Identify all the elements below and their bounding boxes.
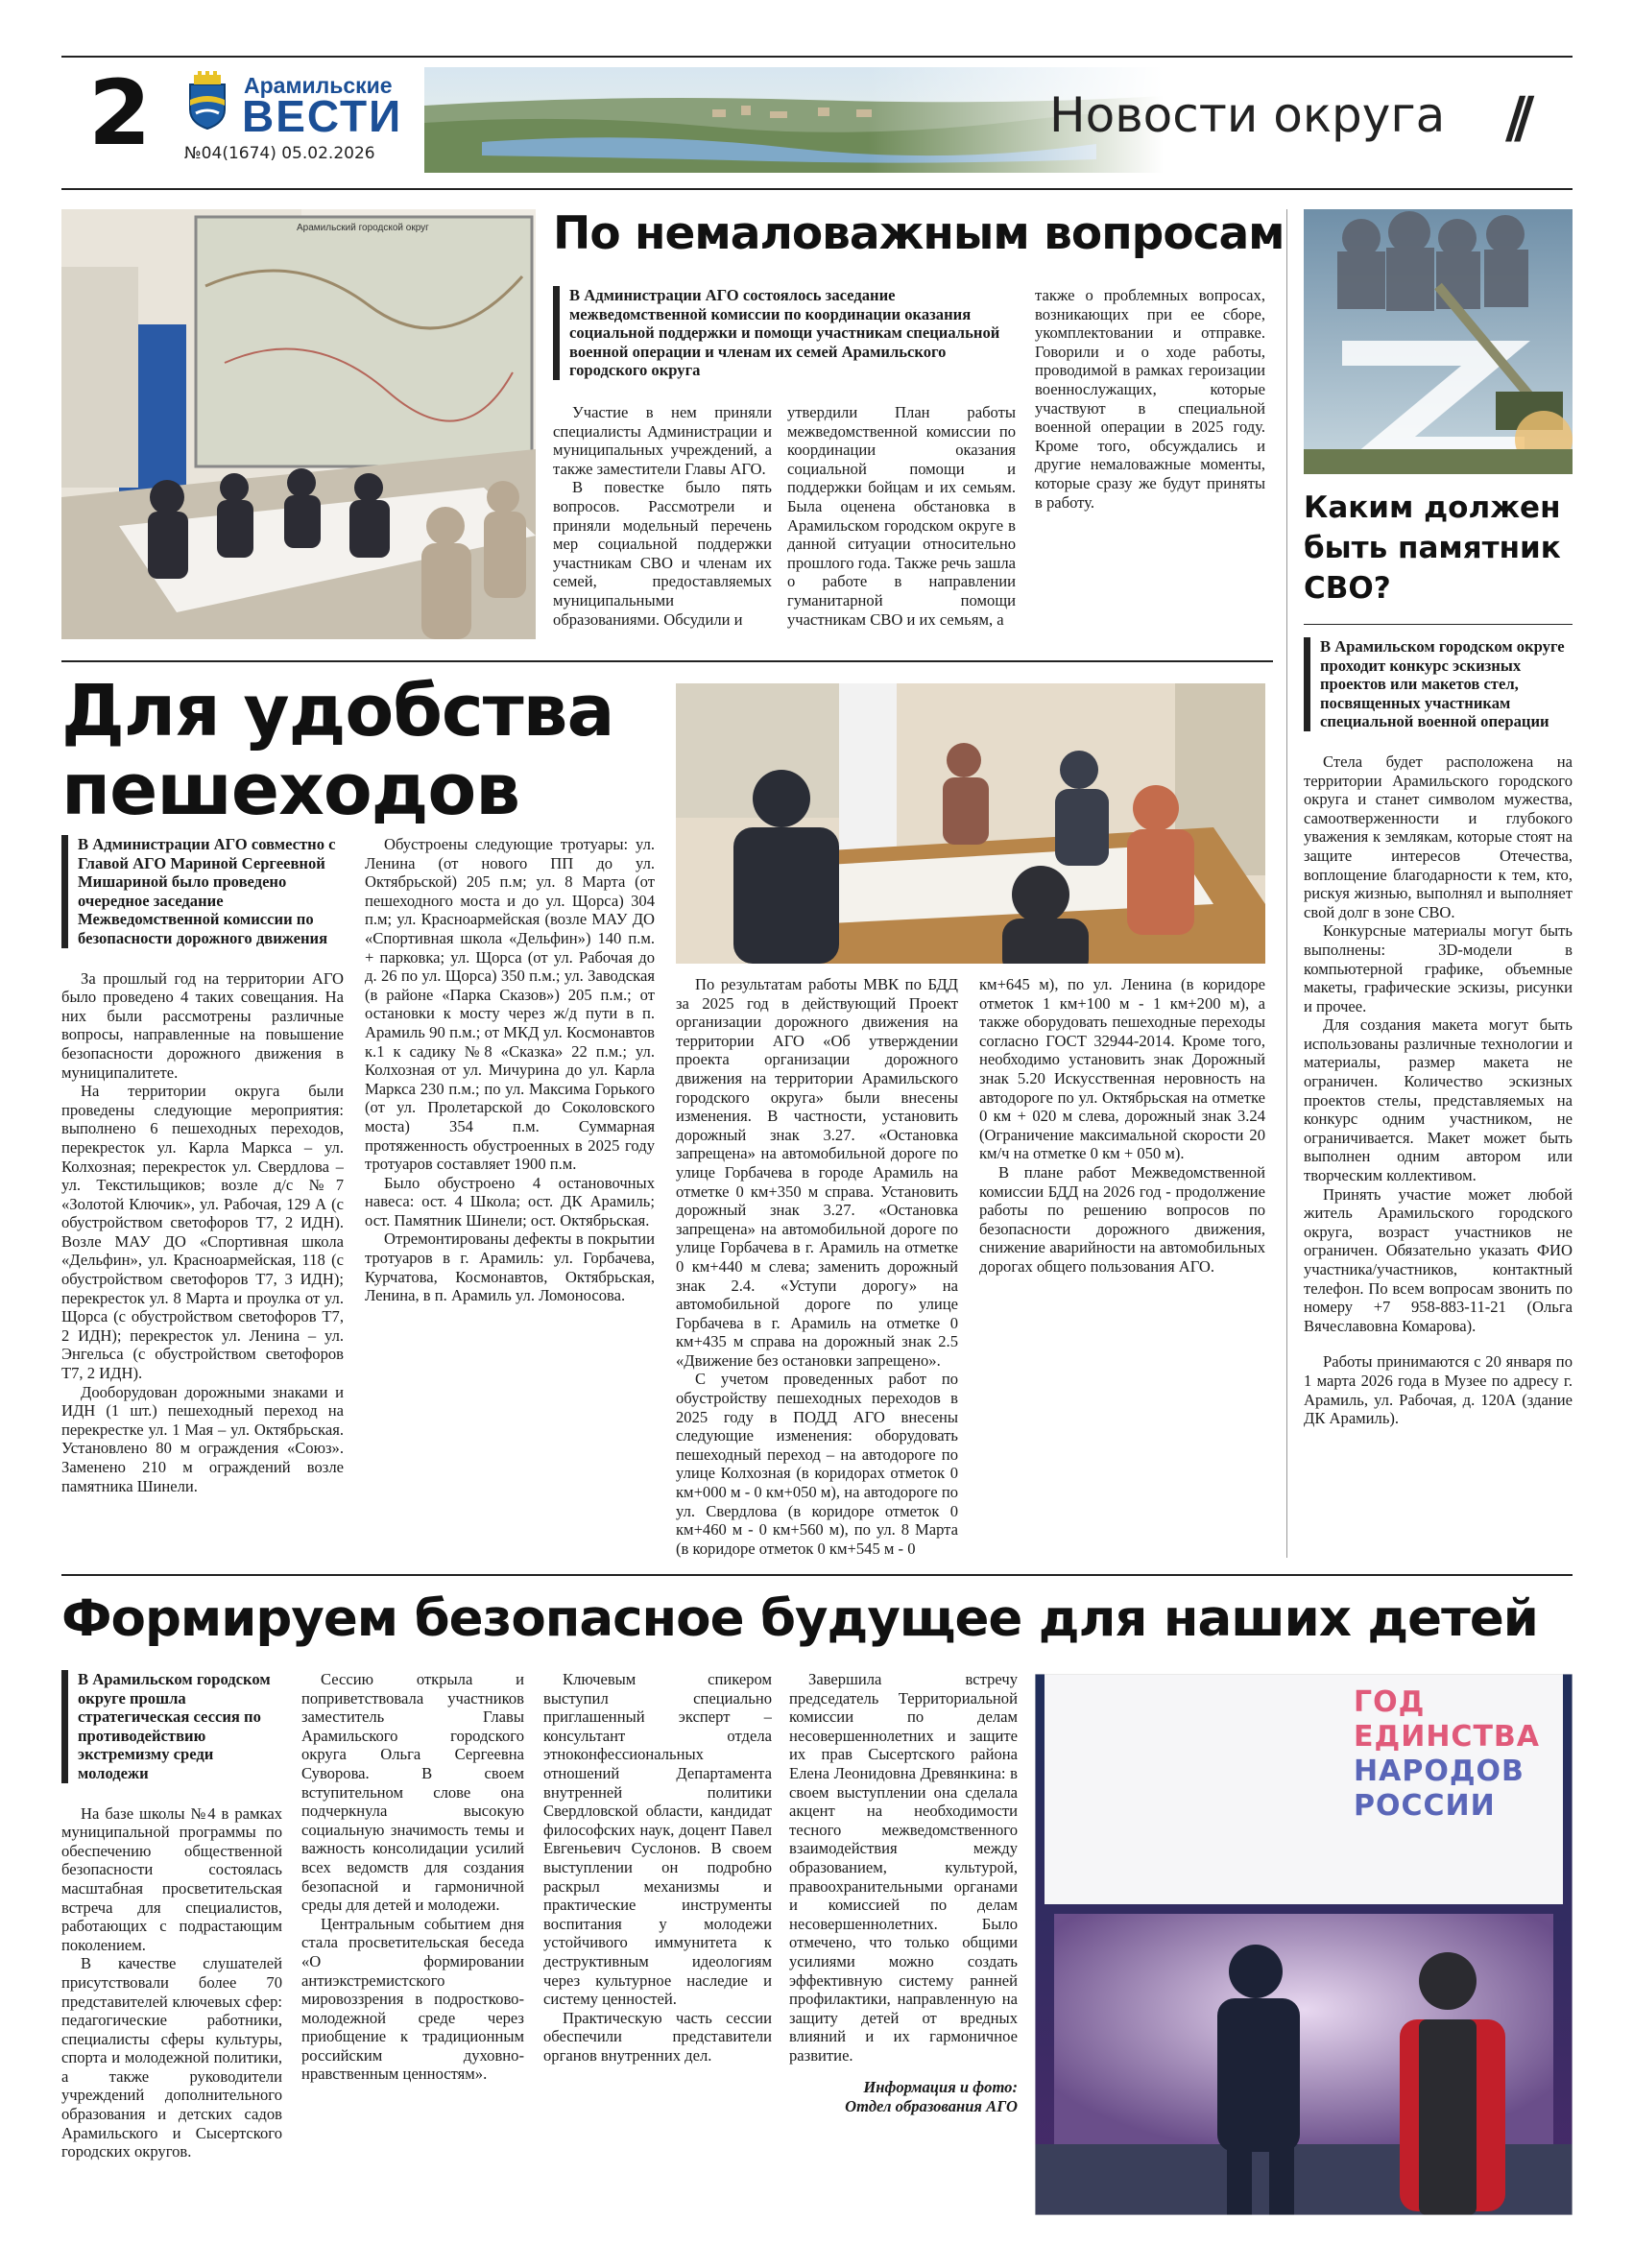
- article1-lead-text: В Администрации АГО состоялось заседание межведомственной комиссии по координации оказания социальной поддержки и помощи участникам специальной военной операции и членам их семей Арамильского городского округа: [553, 286, 1016, 380]
- banner-line4: РОССИИ: [1354, 1789, 1496, 1823]
- article2-col1: [61, 835, 344, 1559]
- article3-lead: В Арамильском городском округе проходит конкурс эскизных проектов или макетов стел, посвященных участникам специальной военной операции: [1304, 637, 1573, 731]
- section-mark: //: [1505, 84, 1524, 150]
- article3-p4: Принять участие может любой житель Арамильского городского округа, возраст участников не ограничен. Обязательно указать ФИО участника/участников, контактный телефон. По всем вопросам звонить по номеру +7 958-883-11-21 (Ольга Вячеславовна Комарова).: [1304, 1184, 1573, 1335]
- article2-col2: [365, 835, 655, 1559]
- top-rule: [61, 56, 1573, 58]
- article3-title-line1: Каким должен: [1304, 490, 1561, 525]
- article4-col2: [301, 1670, 524, 2208]
- photo-credit: [789, 2078, 1018, 2115]
- event-photo: [1035, 1674, 1573, 2215]
- article1-title: По немаловажным вопросам: [553, 207, 1285, 260]
- article4-lead: В Арамильском городском округе прошла стратегическая сессия по противодействию экстремизму среди молодежи: [61, 1670, 282, 1783]
- article2-col4: [979, 975, 1265, 1559]
- article2-title-line1: Для удобства: [61, 670, 614, 752]
- article4-col3: [543, 1670, 772, 2208]
- article2-p3: Дооборудован дорожными знаками и ИДН (1 шт.) пешеходный переход на перекрестке ул. 1 Мая – ул. Октябрьская. Установлено 80 м ограждения «Союз». Заменено 210 м ограждений возле памятника Шинели.: [61, 1382, 344, 1495]
- article4-p6: Практическую часть сессии обеспечили представители органов внутренних дел.: [543, 2008, 772, 2065]
- article4-p7: Завершила встречу председатель Территориальной комиссии по делам несовершеннолетних и защите их прав Сысертского района Елена Леонидовна Древянкина: в своем выступлении она сделала акцент на необходимости тесного межведомственного взаимодействия между образованием, культурой, правоохранительными органами и комиссией по делам несовершеннолетних. Было отмечено, что только общими усилиями можно создать эффективную систему ранней профилактики, направленную на защиту детей от вредных влияний и их гармоничное развитие.: [789, 1670, 1018, 2065]
- article3-p1: Стела будет расположена на территории Арамильского городского округа и станет символом мужества, самоотверженности и глубокого уважения к землякам, которые стоят на защите интересов Отечества, воплощение благодарности к тем, кто, рискуя жизнью, выполнял и выполняет свой долг в зоне СВО.: [1304, 752, 1573, 921]
- article1-p2: В повестке было пять вопросов. Рассмотрели и приняли модельный перечень мер социальной поддержки участникам СВО и членам их семей, предоставляемых муниципальными образованиями. Обсудили и: [553, 478, 772, 629]
- header-rule: [61, 188, 1573, 190]
- logo-top-text: Арамильские: [244, 73, 393, 98]
- article4-col4: [789, 1670, 1018, 2219]
- article3-p5: Работы принимаются с 20 января по 1 марта 2026 года в Музее по адресу г. Арамиль, ул. Рабочая, д. 120А (здание ДК Арамиль).: [1304, 1352, 1573, 1428]
- article1-lead: [553, 286, 1016, 401]
- article4-p2: В качестве слушателей присутствовали более 70 представителей ключевых сфер: педагогические работники, специалисты сферы культуры, спорта и молодежной политики, а также руководители учреждений дополнительного образования и детских садов Арамильского и Сысертского городских округов.: [61, 1954, 282, 2161]
- article2-p9: В плане работ Межведомственной комиссии БДД на 2026 год - продолжение работы по решению вопросов по безопасности дорожного движения, снижение аварийности на автомобильных дорогах общего пользования АГО.: [979, 1162, 1265, 1276]
- banner-line1: ГОД: [1354, 1685, 1426, 1719]
- article1-p2-end: также о проблемных вопросах, возникающих при ее сборе, укомплектовании и отправке. Говорили и о ходе работы, проводимой в рамках героизации военнослужащих, которые участвуют в специальной военной операции в 2025 году. Кроме того, обсуждались и другие немаловажные моменты, которые сразу же будут приняты в работу.: [1035, 286, 1265, 512]
- article3-p2: Конкурсные материалы могут быть выполнены: 3D-модели в компьютерной графике, объемные макеты, графические эскизы, рисунки и прочее.: [1304, 921, 1573, 1015]
- article4-rule: [61, 1574, 1573, 1576]
- article4-p4: Центральным событием дня стала просветительская беседа «О формировании антиэкстремистского мировоззрения в подростково-молодежной среде через приобщение к традиционным российским духовно-нравственным ценностям».: [301, 1914, 524, 2084]
- article3-p3: Для создания макета могут быть использованы различные технологии и материалы, размер макета не ограничен. Количество эскизных проектов стелы, представляемых на конкурс одним участником, не ограничивается. Макет может быть выполнен одним автором или творческим коллективом.: [1304, 1015, 1573, 1185]
- article2-p1: За прошлый год на территории АГО было проведено 4 таких совещания. На них были рассмотрены различные вопросы, направленные на повышение безопасности дорожного движения в муниципалитете.: [61, 968, 344, 1082]
- article3-title: [1304, 488, 1573, 609]
- coat-of-arms-icon: [184, 71, 230, 131]
- article1-col2: [787, 403, 1016, 645]
- article2-p2: На территории округа были проведены следующие мероприятия: выполнено 6 пешеходных переходов, перекресток ул. Карла Маркса – ул. Колхозная; перекресток ул. Свердлова – ул. Текстильщиков; возле д/с №7 «Золотой Ключик», ул. Рабочая, 129 А (с обустройством светофоров Т7, 2 ИДН). Возле МАУ ДО «Спортивная школа «Дельфин», ул. Красноармейская, 118 (с обустройством светофоров Т7, 3 ИДН); перекресток ул. 8 Марта и проулка от ул. Щорса (с обустройством светофоров Т7, 2 ИДН); перекресток ул. Ленина – ул. Энгельса (с обустройством светофоров Т7, 2 ИДН).: [61, 1082, 344, 1383]
- meeting-photo-2: [676, 683, 1265, 964]
- meeting-photo-1: [61, 209, 536, 639]
- map-label: Арамильский городской округ: [297, 223, 429, 233]
- article3-body: [1304, 637, 1573, 1559]
- issue-info: №04(1674) 05.02.2026: [184, 144, 375, 163]
- column-divider-right: [1286, 209, 1287, 1558]
- credit-line1: Информация и фото:: [863, 2078, 1018, 2097]
- article4-title: Формируем безопасное будущее для наших детей: [61, 1589, 1538, 1648]
- article2-lead: В Администрации АГО совместно с Главой АГО Мариной Сергеевной Мишариной было проведено очередное заседание Межведомственной комиссии по безопасности дорожного движения: [61, 835, 344, 948]
- article3-rule: [1304, 624, 1573, 625]
- newspaper-logo: [184, 71, 415, 167]
- article1-col3: [1035, 286, 1265, 645]
- banner-text: [1354, 1685, 1555, 1824]
- article2-title: [61, 672, 676, 829]
- article2-rule: [61, 660, 1273, 662]
- article3-title-line3: СВО?: [1304, 571, 1391, 606]
- article1-col1: [553, 403, 772, 645]
- article2-p5: Было обустроено 4 остановочных навеса: ост. 4 Школа; ост. ДК Арамиль; ост. Памятник Шинели; ост. Октябрьская.: [365, 1173, 655, 1229]
- logo-main-text: ВЕСТИ: [242, 91, 403, 141]
- article2-p4: Обустроены следующие тротуары: ул. Ленина (от нового ПП до ул. Октябрьской) 205 п.м; ул. 8 Марта (от пешеходного моста и до ул. Щорса) 304 п.м; ул. Красноармейская (возле МАУ ДО «Спортивная школа «Дельфин») 140 п.м. + парковка; ул. Щорса (от ул. Рабочая до д. 26 по ул. Щорса) 350 п.м.; ул. Заводская (в районе «Парка Сказов») 205 п.м.; от остановки к мосту через ж/д пути в п. Арамиль 90 п.м.; от МКД ул. Космонавтов к.1 к садику №8 «Сказка» 22 п.м.; ул. Колхозная от ул. Мичурина до ул. Карла Маркса 230 п.м.; по ул. Максима Горького (от ул. Пролетарской до Соколовского моста) 354 п.м. Суммарная протяженность обустроенных в 2025 году тротуаров составляет 1900 п.м.: [365, 835, 655, 1174]
- article1-p1: Участие в нем приняли специалисты Администрации и муниципальных учреждений, а также заместители Главы АГО.: [553, 403, 772, 478]
- article2-p8-cont: км+645 м), по ул. Ленина (в коридоре отметок 1 км+100 м - 1 км+200 м), а также оборудовать пешеходные переходы согласно ГОСТ 32944-2014. Кроме того, необходимо установить знак Дорожный знак 5.20 Искусственная неровность на автодороге по ул. Октябрьская на отметке 0 км + 020 м слева, дорожный знак 3.24 (Ограничение максимальной скорости 20 км/ч на отметке 0 км + 050 м).: [979, 975, 1265, 1163]
- article2-p8: С учетом проведенных работ по обустройству пешеходных переходов в 2025 году в ПОДД АГО внесены следующие изменения: оборудовать пешеходный переход – на автодороге по улице Колхозная (в коридорах отметок 0 км+000 м - 0 км+050 м), на автодороге по ул. Свердлова (в коридоре отметок 0 км+460 м - 0 км+560 м), по ул. 8 Марта (в коридоре отметок 0 км+545 м - 0: [676, 1370, 958, 1558]
- article3-title-line2: быть памятник: [1304, 531, 1561, 565]
- article4-p5: Ключевым спикером выступил специально приглашенный эксперт – консультант отдела этноконфессиональных отношений Департамента внутренней политики Свердловской области, кандидат философских наук, доцент Павел Евгеньевич Суслонов. В своем выступлении он подробно раскрыл механизмы и практические инструменты воспитания у молодежи устойчивого иммунитета к деструктивным идеологиям через культурное наследие и систему ценностей.: [543, 1670, 772, 2009]
- article4-col1: [61, 1670, 282, 2208]
- page-number: 2: [88, 61, 152, 166]
- article2-p7: По результатам работы МВК по БДД за 2025 год в действующий Проект организации дорожного движения на территории АГО «Об утверждении проекта организации дорожного движения на территории Арамильского городского округа» были внесены изменения. В частности, установить дорожный знак 3.27. «Остановка запрещена» на автомобильной дороге по улице Горбачева в городе Арамиль на отметке 0 км+350 м справа. Установить дорожный знак 3.27. «Остановка запрещена» на автомобильной дороге по улице Горбачева в г. Арамиль на отметке 0 км+440 м слева; заменить дорожный знак 2.4. «Уступи дорогу» на автомобильной дороге по улице Горбачева в г. Арамиль на отметке 0 км+435 м справа на дорожный знак 2.5 «Движение без остановки запрещено».: [676, 975, 958, 1370]
- article2-p6: Отремонтированы дефекты в покрытии тротуаров в г. Арамиль: ул. Горбачева, Курчатова, Космонавтов, Октябрьская, Ленина, в п. Арамиль ул. Ломоносова.: [365, 1229, 655, 1305]
- svo-poster-image: [1304, 209, 1573, 474]
- section-title: Новости округа: [1049, 87, 1446, 143]
- banner-line2: ЕДИНСТВА: [1354, 1720, 1540, 1754]
- banner-line3: НАРОДОВ: [1354, 1755, 1525, 1788]
- article1-p2-cont: утвердили План работы межведомственной комиссии по координации оказания социальной помощи и поддержки бойцам и их семьям. Была оценена обстановка в Арамильском городском округе в данной ситуации относительно прошлого года. Также речь зашла о работе в направлении гуманитарной помощи участникам СВО и их семьям, а: [787, 403, 1016, 629]
- article2-title-line2: пешеходов: [61, 749, 520, 831]
- article4-p1: На базе школы №4 в рамках муниципальной программы по обеспечению общественной безопасности состоялась масштабная просветительская встреча для специалистов, работающих с подрастающим поколением.: [61, 1803, 282, 1954]
- article2-col3: [676, 975, 958, 1559]
- credit-line2: Отдел образования АГО: [845, 2097, 1018, 2116]
- article4-p3: Сессию открыла и поприветствовала участников заместитель Главы Арамильского городского округа Ольга Сергеевна Суворова. В своем вступительном слове она подчеркнула высокую социальную значимость темы и важность консолидации усилий всех ведомств для создания безопасной и гармоничной среды для детей и молодежи.: [301, 1670, 524, 1915]
